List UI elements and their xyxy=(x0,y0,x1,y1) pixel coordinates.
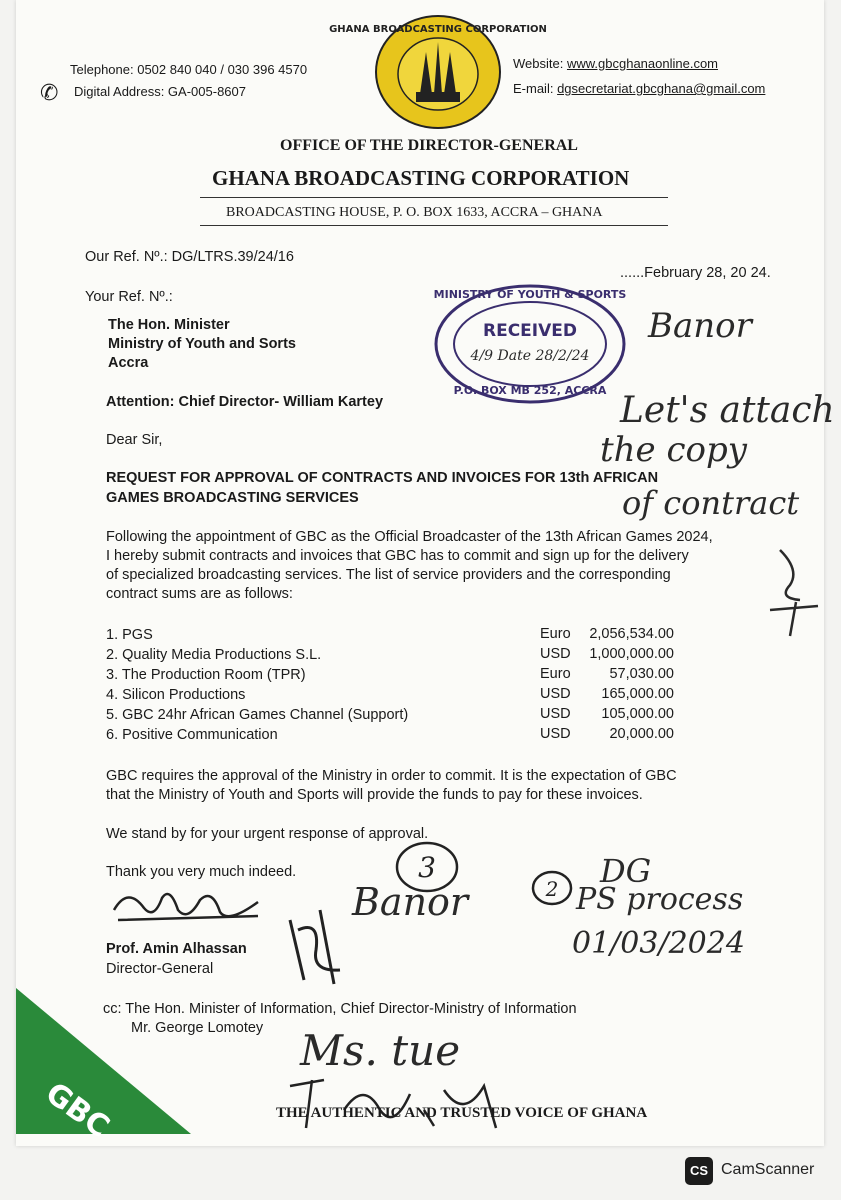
handwriting-note2: the copy xyxy=(600,430,747,470)
org-name: GHANA BROADCASTING CORPORATION xyxy=(212,166,630,190)
salutation: Dear Sir, xyxy=(106,432,163,448)
telephone: Telephone: 0502 840 040 / 030 396 4570 xyxy=(70,62,308,77)
provider-amount: 165,000.00 xyxy=(601,686,674,702)
provider-amount: 1,000,000.00 xyxy=(589,646,674,662)
body-p3: We stand by for your urgent response of approval. xyxy=(106,826,429,842)
provider-currency: USD xyxy=(540,726,571,742)
provider-currency: Euro xyxy=(540,626,571,642)
digital-address: Digital Address: GA-005-8607 xyxy=(74,84,246,99)
circle-2-text: 2 xyxy=(545,877,559,901)
email-row xyxy=(513,81,765,96)
handwriting-note1: Let's attach xyxy=(620,390,835,431)
provider-currency: Euro xyxy=(540,666,571,682)
your-ref: Your Ref. Nº.: xyxy=(85,289,173,305)
stamp-date: 4/9 Date 28/2/24 xyxy=(470,348,590,364)
camscanner-watermark xyxy=(685,1157,820,1185)
recipient-line3: Accra xyxy=(108,355,149,371)
recipient-line2: Ministry of Youth and Sorts xyxy=(108,336,296,352)
handwriting-bottom: Ms. tue xyxy=(300,1026,461,1075)
email-label: E-mail: xyxy=(513,81,554,96)
provider-amount: 57,030.00 xyxy=(609,666,674,682)
camscanner-badge-icon: CS xyxy=(685,1157,713,1185)
website-label: Website: xyxy=(513,56,564,71)
cc-line2: Mr. George Lomotey xyxy=(131,1020,264,1036)
handwriting-banor-top: Banor xyxy=(648,306,752,346)
provider-name: 1. PGS xyxy=(106,627,153,643)
office-title: OFFICE OF THE DIRECTOR-GENERAL xyxy=(280,137,578,154)
provider-currency: USD xyxy=(540,706,571,722)
provider-name: 6. Positive Communication xyxy=(106,727,278,743)
provider-name: 2. Quality Media Productions S.L. xyxy=(106,647,322,663)
body-p2-line1: GBC requires the approval of the Ministry in order to commit. It is the expectation of GBC xyxy=(106,768,677,784)
handwriting-note3: of contract xyxy=(622,484,800,522)
cc-line1: cc: The Hon. Minister of Information, Chief Director-Ministry of Information xyxy=(103,1001,577,1017)
handwriting-banor-2: Banor xyxy=(352,880,469,924)
subject-line1: REQUEST FOR APPROVAL OF CONTRACTS AND INVOICES FOR 13th AFRICAN xyxy=(106,470,659,486)
provider-amount: 20,000.00 xyxy=(609,726,674,742)
handwriting-scribble xyxy=(760,540,824,640)
provider-amount: 2,056,534.00 xyxy=(589,626,674,642)
phone-icon: ✆ xyxy=(40,80,59,105)
stamp-bottom: P.O. BOX MB 252, ACCRA xyxy=(453,384,607,397)
provider-name: 4. Silicon Productions xyxy=(106,687,246,703)
letter-date: ......February 28, 20 24. xyxy=(620,265,771,281)
header-rule-top xyxy=(200,197,668,198)
body-p1-line2: I hereby submit contracts and invoices that GBC has to commit and sign up for the delivery xyxy=(106,548,689,564)
logo-text: GHANA BROADCASTING CORPORATION xyxy=(329,24,547,35)
footer-tagline: THE AUTHENTIC AND TRUSTED VOICE OF GHANA xyxy=(276,1105,648,1121)
provider-name: 3. The Production Room (TPR) xyxy=(106,667,306,683)
gbc-corner-banner xyxy=(16,988,191,1145)
attention-line: Attention: Chief Director- William Kartey xyxy=(106,394,384,410)
circle-3-text: 3 xyxy=(418,851,436,884)
stamp-top: MINISTRY OF YOUTH & SPORTS xyxy=(433,288,627,301)
provider-currency: USD xyxy=(540,686,571,702)
our-ref: Our Ref. Nº.: DG/LTRS.39/24/16 xyxy=(85,249,294,265)
org-address: BROADCASTING HOUSE, P. O. BOX 1633, ACCRA – GHANA xyxy=(226,205,603,220)
handwriting-ps-process: PS process xyxy=(576,882,744,917)
body-p1-line4: contract sums are as follows: xyxy=(106,586,293,602)
body-p1-line3: of specialized broadcasting services. The list of service providers and the corresponding xyxy=(106,567,671,583)
subject-line2: GAMES BROADCASTING SERVICES xyxy=(106,490,359,506)
header-rule-bottom xyxy=(200,225,668,226)
provider-currency: USD xyxy=(540,646,571,662)
handwriting-date-2: 01/03/2024 xyxy=(572,926,745,961)
minister-signature-scribble xyxy=(280,880,350,990)
body-p1-line1: Following the appointment of GBC as the Official Broadcaster of the 13th African Games 2024, xyxy=(106,529,713,545)
email-link[interactable]: dgsecretariat.gbcghana@gmail.com xyxy=(557,81,766,96)
website-row xyxy=(513,56,718,71)
recipient-line1: The Hon. Minister xyxy=(108,317,230,333)
body-p4: Thank you very much indeed. xyxy=(106,864,297,880)
circle-2-mark xyxy=(530,868,574,908)
bottom-scribble xyxy=(284,1070,524,1132)
provider-amount: 105,000.00 xyxy=(601,706,674,722)
provider-name: 5. GBC 24hr African Games Channel (Support) xyxy=(106,707,409,723)
dg-signature xyxy=(108,880,268,936)
body-p2-line2: that the Ministry of Youth and Sports will provide the funds to pay for these invoices. xyxy=(106,787,643,803)
signatory-name: Prof. Amin Alhassan xyxy=(106,941,247,957)
website-link[interactable]: www.gbcghanaonline.com xyxy=(566,56,719,71)
handwriting-dg: DG xyxy=(600,852,652,890)
received-stamp xyxy=(430,280,630,408)
stamp-received: RECEIVED xyxy=(483,321,577,341)
camscanner-label: CamScanner xyxy=(721,1161,815,1178)
gbc-corner-text: GBC xyxy=(38,1075,116,1145)
signatory-title: Director-General xyxy=(106,961,214,977)
